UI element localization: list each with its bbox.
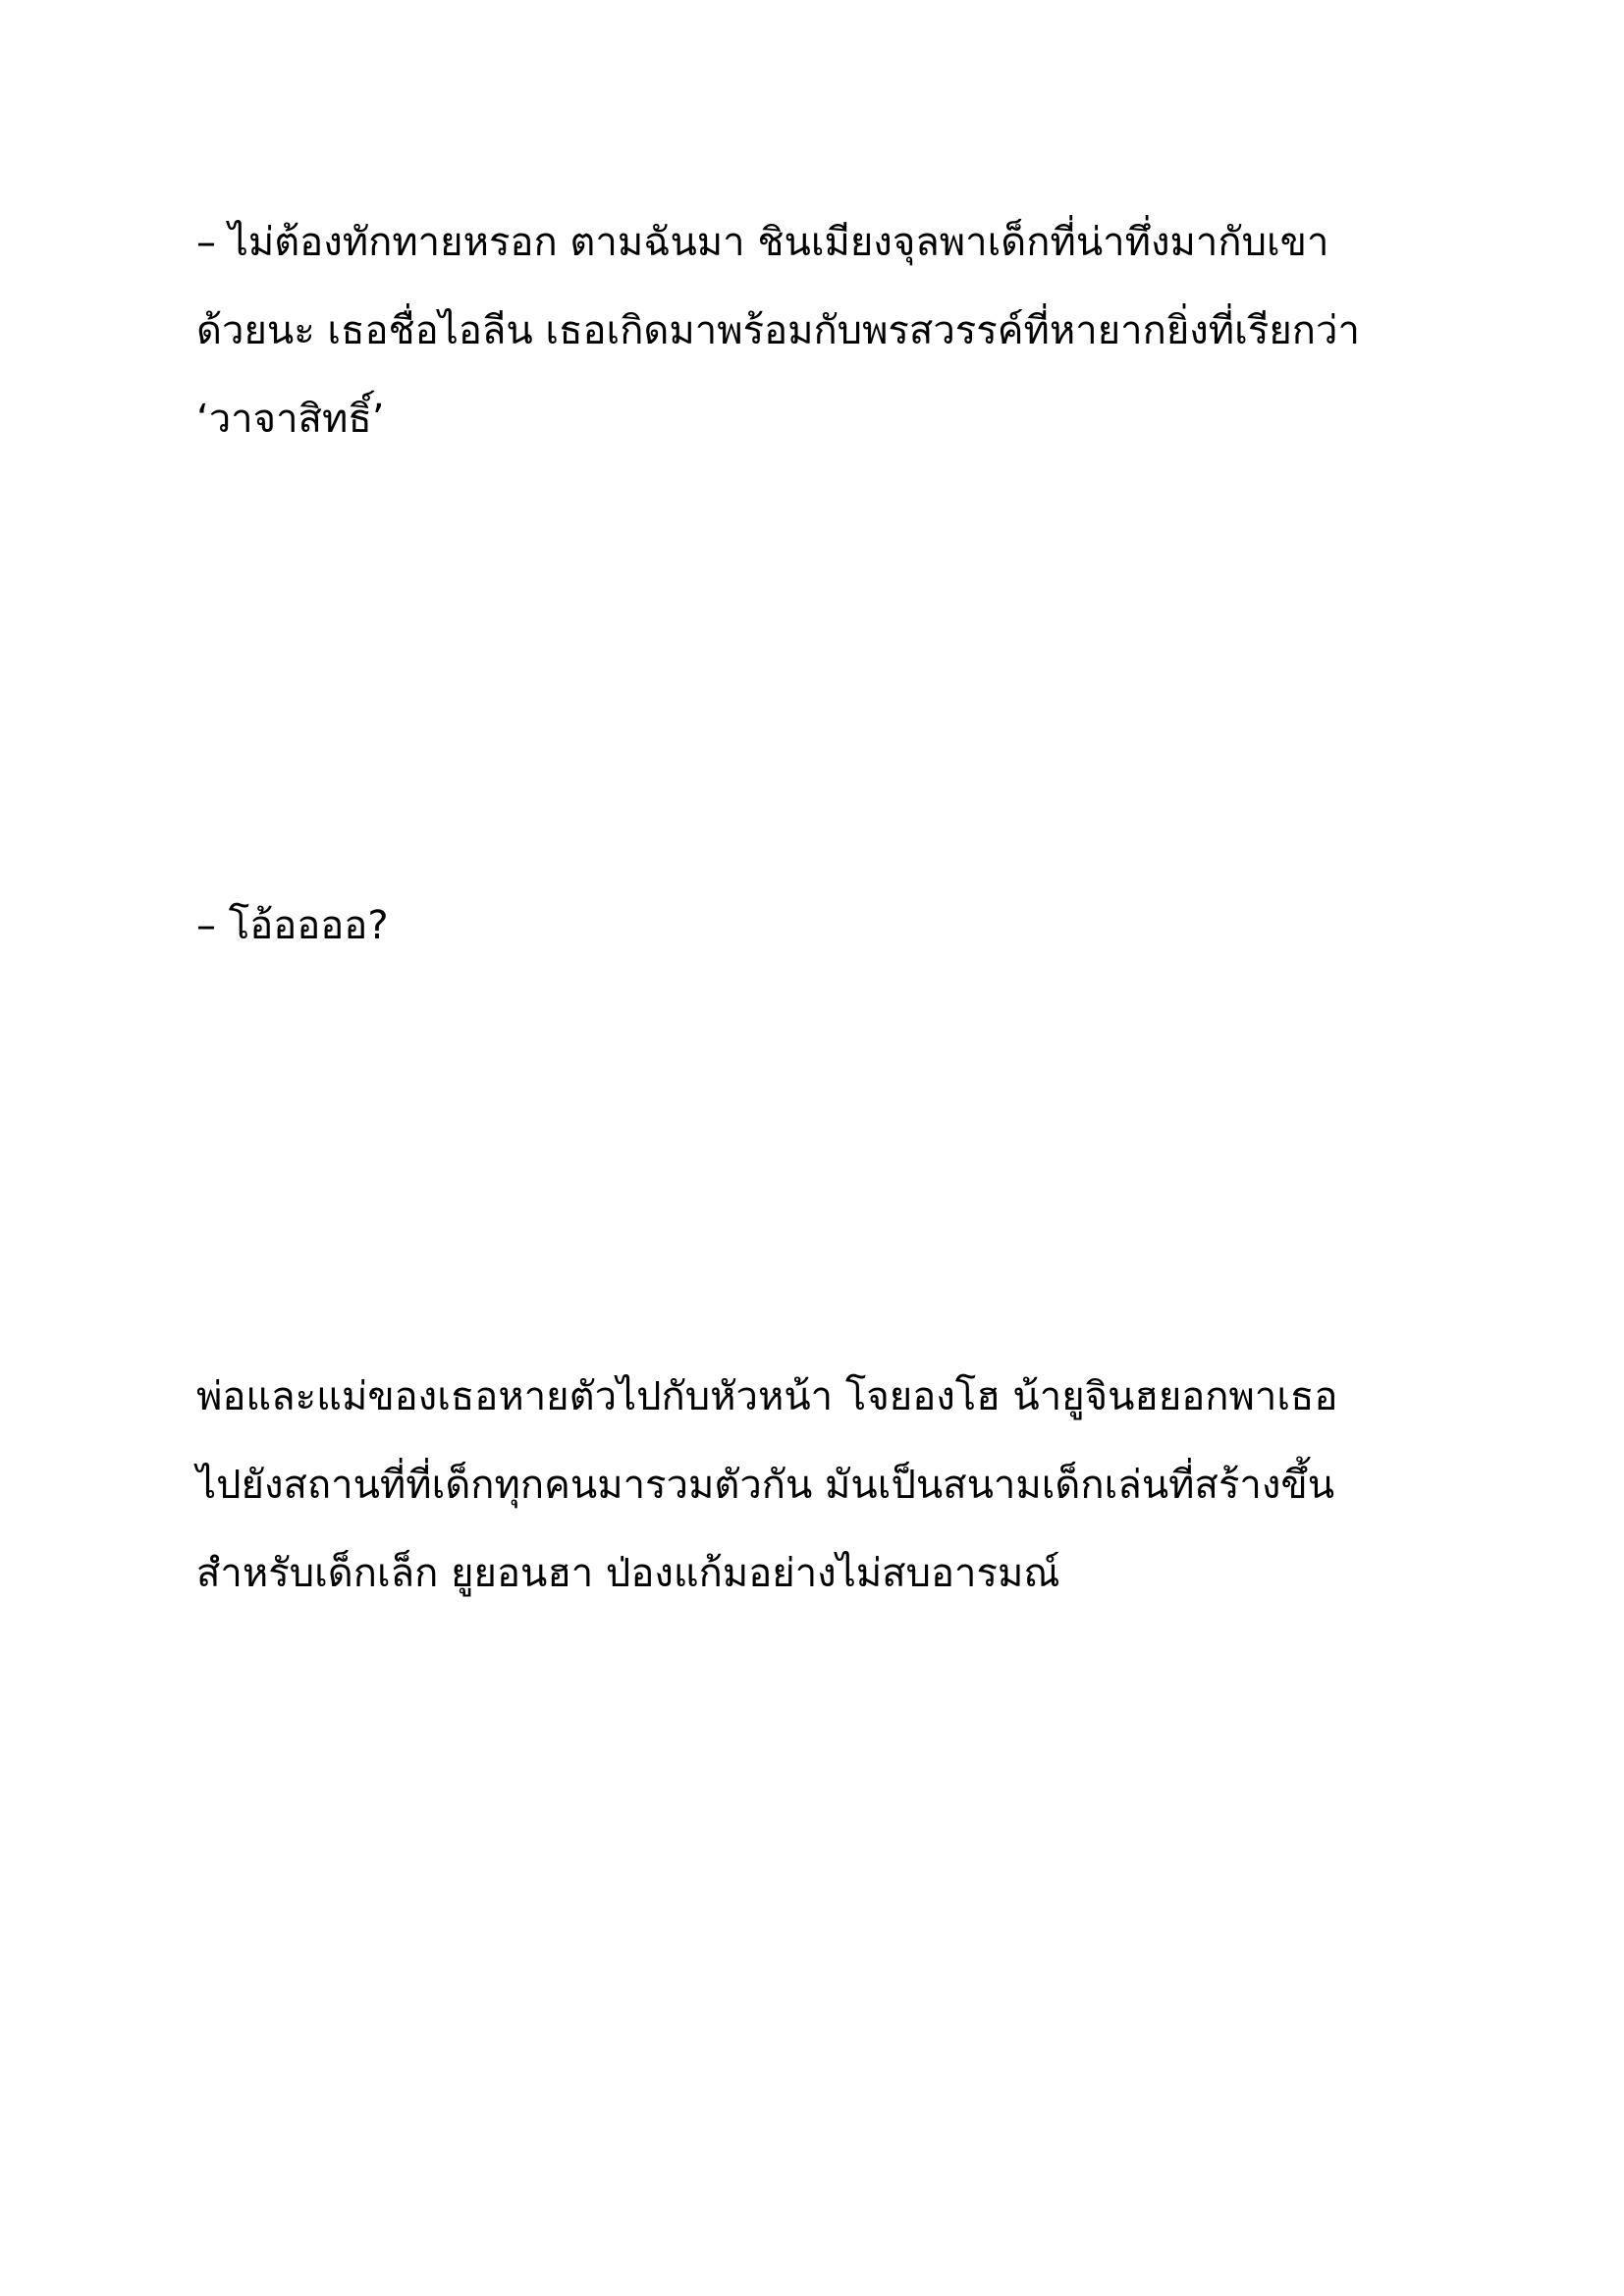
text-line: – โอ้ออออ? xyxy=(196,903,389,948)
text-line: สำหรับเด็กเล็ก ยูยอนฮา ป่องแก้มอย่างไม่สบอารมณ์ xyxy=(196,1551,1060,1596)
text-line: ไปยังสถานที่ที่เด็กทุกคนมารวมตัวกัน มันเป็นสนามเด็กเล่นที่สร้างขึ้น xyxy=(196,1463,1335,1508)
text-line: – ไม่ต้องทักทายหรอก ตามฉันมา ชินเมียงจุลพาเด็กที่น่าทึ่งมากับเขา xyxy=(196,220,1329,265)
paragraph-narration xyxy=(196,1353,1473,1618)
text-line: พ่อและแม่ของเธอหายตัวไปกับหัวหน้า โจยองโฮ น้ายูจินฮยอกพาเธอ xyxy=(196,1374,1338,1419)
paragraph-dialogue-introduction xyxy=(196,198,1473,463)
paragraph-dialogue-exclamation xyxy=(196,881,1473,970)
text-line: ด้วยนะ เธอชื่อไอลีน เธอเกิดมาพร้อมกับพรสวรรค์ที่หายากยิ่งที่เรียกว่า xyxy=(196,308,1360,353)
text-line: ‘วาจาสิทธิ์’ xyxy=(196,397,385,442)
